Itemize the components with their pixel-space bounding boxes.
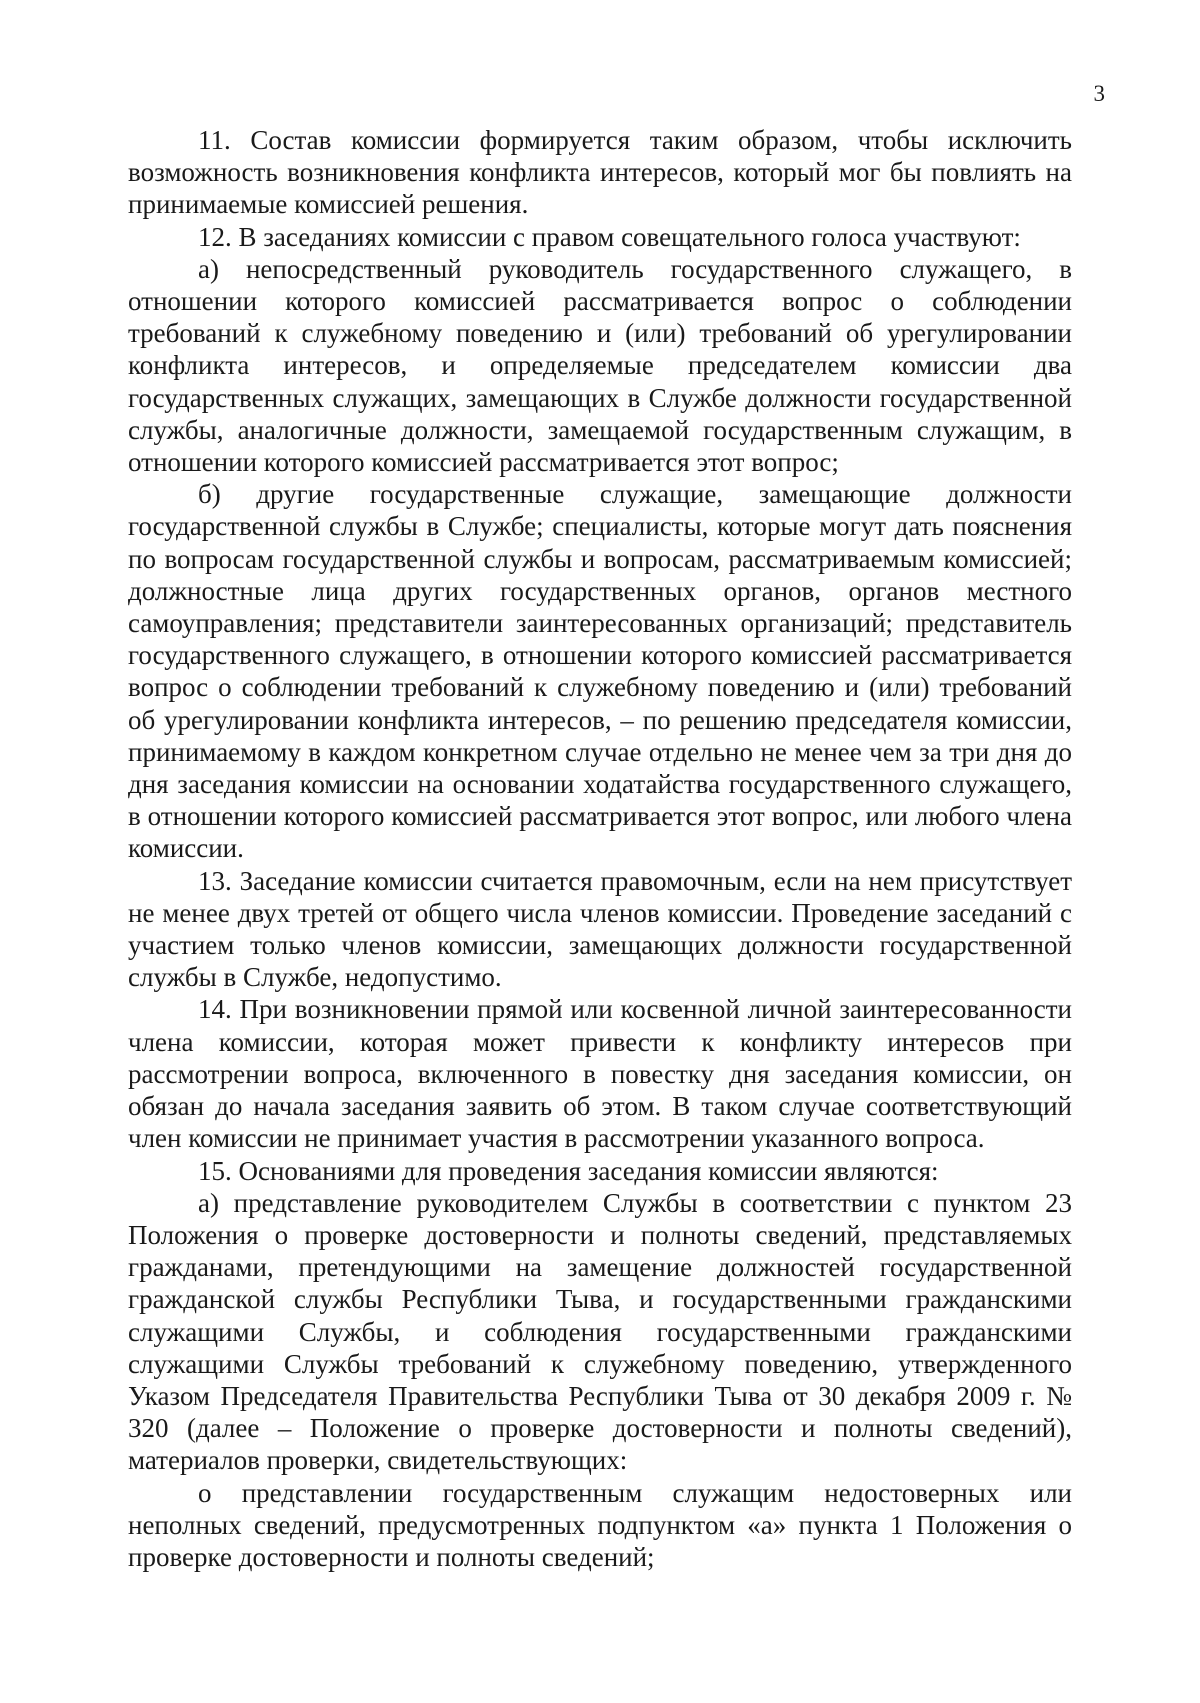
paragraph-12-a: а) непосредственный руководитель государственного служащего, в отношении которого комиссией рассматривается вопрос о соблюдении требований к служебному поведению и (или) требований об урегулировании конфликта интересов, и определяемые председателем комиссии два государственных служащих, замещающих в Службе должности государственной службы, аналогичные должности, замещаемой государственным служащим, в отношении которого комиссией рассматривается этот вопрос; <box>128 253 1072 478</box>
document-body <box>128 124 1072 1573</box>
paragraph-14: 14. При возникновении прямой или косвенной личной заинтересованности члена комиссии, которая может привести к конфликту интересов при рассмотрении вопроса, включенного в повестку дня заседания комиссии, он обязан до начала заседания заявить об этом. В таком случае соответствующий член комиссии не принимает участия в рассмотрении указанного вопроса. <box>128 994 1072 1154</box>
paragraph-11: 11. Состав комиссии формируется таким образом, чтобы исключить возможность возникновения конфликта интересов, который мог бы повлиять на принимаемые комиссией решения. <box>128 125 1072 220</box>
paragraph-12-b: б) другие государственные служащие, замещающие должности государственной службы в Службе; специалисты, которые могут дать пояснения по вопросам государственной службы и вопросам, рассматриваемым комиссией; должностные лица других государственных органов, органов местного самоуправления; представители заинтересованных организаций; представитель государственного служащего, в отношении которого комиссией рассматривается вопрос о соблюдении требований к служебному поведению и (или) требований об урегулировании конфликта интересов, – по решению председателя комиссии, принимаемому в каждом конкретном случае отдельно не менее чем за три дня до дня заседания комиссии на основании ходатайства государственного служащего, в отношении которого комиссией рассматривается этот вопрос, или любого члена комиссии. <box>128 479 1072 864</box>
page-number: 3 <box>1093 81 1105 106</box>
paragraph-13: 13. Заседание комиссии считается правомочным, если на нем присутствует не менее двух третей от общего числа членов комиссии. Проведение заседаний с участием только членов комиссии, замещающих должности государственной службы в Службе, недопустимо. <box>128 865 1072 993</box>
paragraph-15-a: а) представление руководителем Службы в соответствии с пунктом 23 Положения о проверке достоверности и полноты сведений, представляемых гражданами, претендующими на замещение должностей государственной гражданской службы Республики Тыва, и государственными гражданскими служащими Службы, и соблюдения государственными гражданскими служащими Службы требований к служебному поведению, утвержденного Указом Председателя Правительства Республики Тыва от 30 декабря 2009 г. № 320 (далее – Положение о проверке достоверности и полноты сведений), материалов проверки, свидетельствующих: <box>128 1187 1072 1476</box>
paragraph-15: 15. Основаниями для проведения заседания комиссии являются: <box>198 1155 939 1186</box>
paragraph-15-a-item: о представлении государственным служащим недостоверных или неполных сведений, предусмотренных подпунктом «а» пункта 1 Положения о проверке достоверности и полноты сведений; <box>128 1477 1072 1572</box>
paragraph-12: 12. В заседаниях комиссии с правом совещательного голоса участвуют: <box>198 221 1021 252</box>
